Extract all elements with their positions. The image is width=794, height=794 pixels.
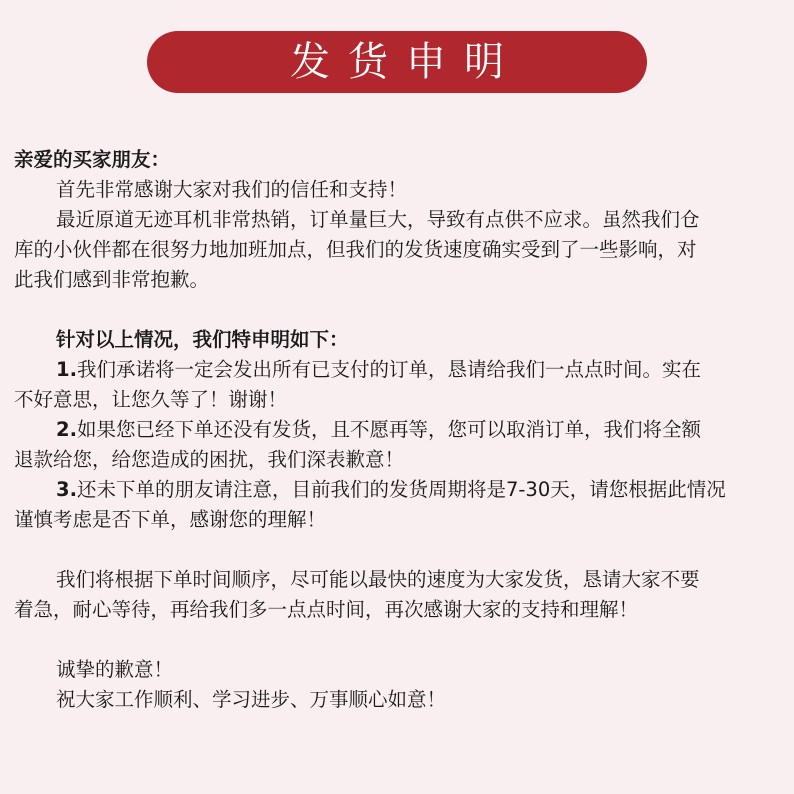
thanks-line: 首先非常感谢大家对我们的信任和支持！: [56, 178, 408, 201]
statement-item-2: [14, 415, 784, 445]
statement-heading: 针对以上情况，我们特申明如下：: [56, 328, 349, 351]
item-number: 2.: [56, 418, 77, 441]
apology-line: 诚挚的歉意！: [56, 658, 174, 681]
spacer: [14, 295, 784, 325]
spacer: [14, 625, 784, 655]
page-title: 发货申明: [290, 39, 522, 85]
situation-line-1: 最近原道无迹耳机非常热销，订单量巨大，导致有点供不应求。虽然我们仓: [56, 208, 700, 231]
situation-line-2: 库的小伙伴都在很努力地加班加点，但我们的发货速度确实受到了一些影响，对: [14, 238, 697, 261]
wishes-line: 祝大家工作顺利、学习进步、万事顺心如意！: [56, 688, 447, 711]
notice-body: [14, 145, 784, 715]
statement-item-1: [14, 355, 784, 385]
item-number: 1.: [56, 358, 77, 381]
closing-line-2: 着急，耐心等待，再给我们多一点点时间，再次感谢大家的支持和理解！: [14, 598, 639, 621]
spacer: [14, 535, 784, 565]
title-banner: [147, 31, 647, 93]
item-text: 如果您已经下单还没有发货，且不愿再等，您可以取消订单，我们将全额: [76, 418, 701, 441]
statement-item-3: [14, 475, 784, 505]
statement-item-1-cont: 不好意思，让您久等了！谢谢！: [14, 388, 288, 411]
item-text: 我们承诺将一定会发出所有已支付的订单，恳请给我们一点点时间。实在: [76, 358, 701, 381]
closing-line-1: 我们将根据下单时间顺序，尽可能以最快的速度为大家发货，恳请大家不要: [56, 568, 700, 591]
greeting: 亲爱的买家朋友：: [14, 148, 171, 171]
item-number: 3.: [56, 478, 77, 501]
situation-line-3: 此我们感到非常抱歉。: [14, 268, 210, 291]
statement-item-2-cont: 退款给您，给您造成的困扰，我们深表歉意！: [14, 448, 405, 471]
statement-item-3-cont: 谨慎考虑是否下单，感谢您的理解！: [14, 508, 327, 531]
item-text: 还未下单的朋友请注意，目前我们的发货周期将是7-30天，请您根据此情况: [76, 478, 726, 501]
